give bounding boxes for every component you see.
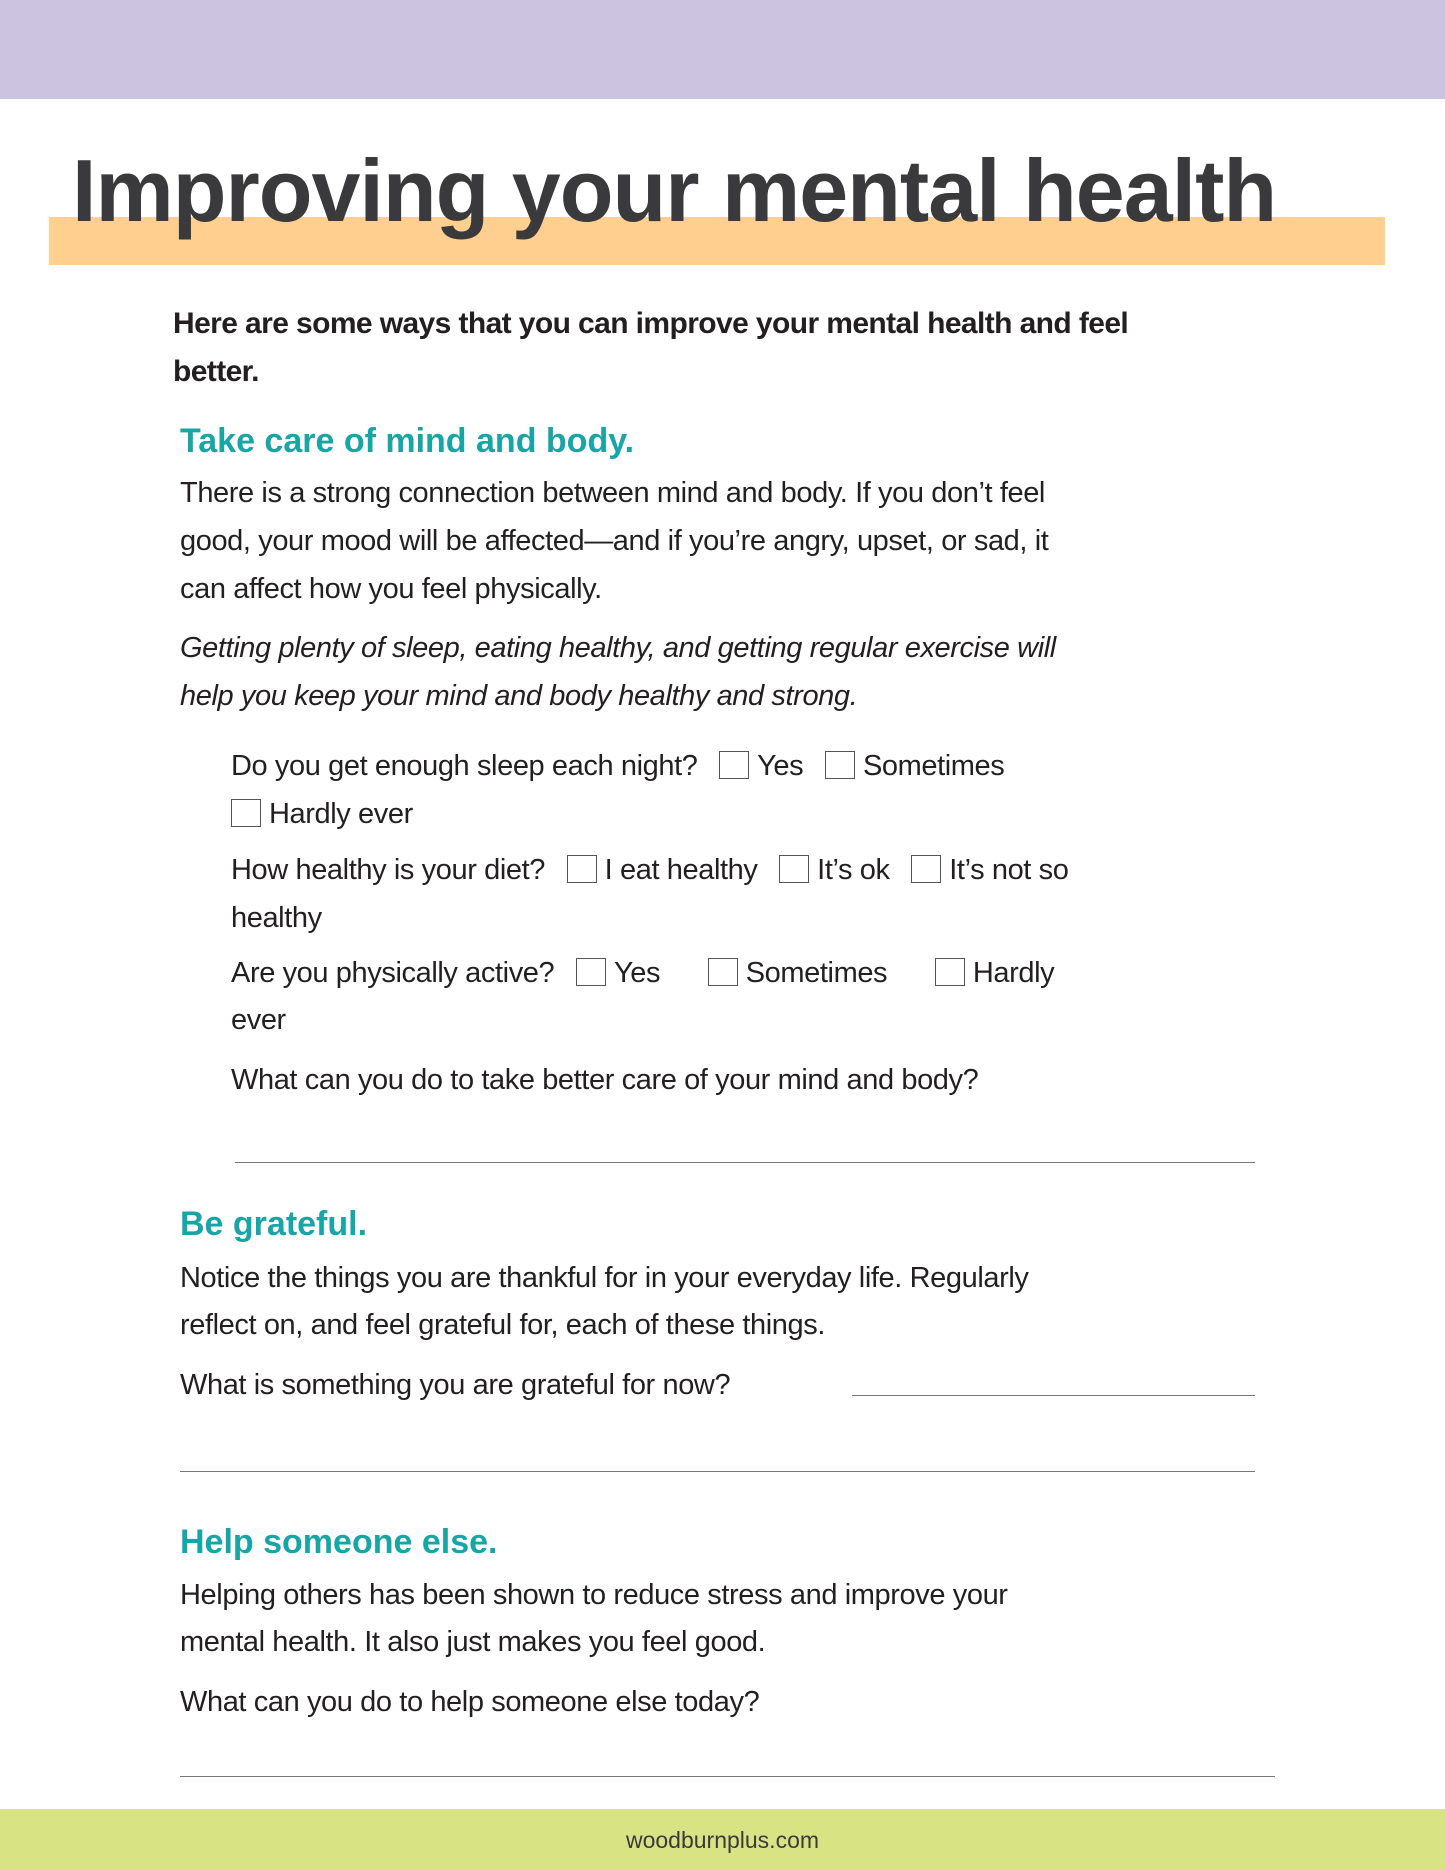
diet-question-label: How healthy is your diet? <box>231 854 545 886</box>
diet-question-wrap: healthy <box>231 902 322 934</box>
section3-body-1: Helping others has been shown to reduce stress and improve your <box>180 1579 1008 1611</box>
sleep-hardly-ever-checkbox[interactable] <box>231 799 261 827</box>
section1-body-3: can affect how you feel physically. <box>180 573 602 605</box>
activity-question-wrap: ever <box>231 1004 286 1036</box>
section-heading-mind-body: Take care of mind and body. <box>180 422 635 460</box>
mind-body-prompt: What can you do to take better care of your mind and body? <box>231 1064 979 1096</box>
diet-healthy-checkbox[interactable] <box>567 855 597 883</box>
section2-body-1: Notice the things you are thankful for in your everyday life. Regularly <box>180 1262 1029 1294</box>
grateful-answer-line-1[interactable] <box>852 1395 1255 1396</box>
activity-question-label: Are you physically active? <box>231 957 555 989</box>
help-answer-line[interactable] <box>180 1776 1275 1777</box>
sleep-sometimes-label: Sometimes <box>862 750 1005 782</box>
activity-question <box>231 949 1054 997</box>
help-prompt: What can you do to help someone else today? <box>180 1686 760 1718</box>
grateful-answer-line-2[interactable] <box>180 1471 1255 1472</box>
diet-healthy-label: I eat healthy <box>604 854 758 886</box>
sleep-question-wrap <box>231 790 413 838</box>
activity-yes-label: Yes <box>613 957 661 989</box>
section1-body-1: There is a strong connection between mind and body. If you don’t feel <box>180 477 1045 509</box>
sleep-sometimes-checkbox[interactable] <box>825 751 855 779</box>
page-title: Improving your mental health <box>72 141 1277 240</box>
header-band <box>0 0 1445 99</box>
sleep-yes-checkbox[interactable] <box>719 751 749 779</box>
sleep-question <box>231 742 1004 790</box>
section3-body-2: mental health. It also just makes you feel good. <box>180 1626 766 1658</box>
activity-hardly-ever-label: Hardly <box>972 957 1055 989</box>
intro-line-1: Here are some ways that you can improve your mental health and feel <box>173 307 1129 340</box>
diet-ok-label: It’s ok <box>817 854 890 886</box>
footer-website: woodburnplus.com <box>625 1827 820 1853</box>
diet-not-so-healthy-checkbox[interactable] <box>911 855 941 883</box>
section1-italic-2: help you keep your mind and body healthy and strong. <box>180 680 858 712</box>
diet-not-so-healthy-label: It’s not so <box>949 854 1069 886</box>
sleep-yes-label: Yes <box>757 750 804 782</box>
section-heading-grateful: Be grateful. <box>180 1205 368 1243</box>
activity-sometimes-checkbox[interactable] <box>708 958 738 986</box>
mind-body-answer-line[interactable] <box>235 1162 1255 1163</box>
section1-body-2: good, your mood will be affected—and if you’re angry, upset, or sad, it <box>180 525 1049 557</box>
grateful-prompt: What is something you are grateful for now? <box>180 1369 731 1401</box>
diet-question <box>231 846 1068 894</box>
sleep-question-label: Do you get enough sleep each night? <box>231 750 698 782</box>
section-heading-help: Help someone else. <box>180 1523 498 1561</box>
intro-line-2: better. <box>173 355 259 388</box>
diet-ok-checkbox[interactable] <box>779 855 809 883</box>
activity-yes-checkbox[interactable] <box>576 958 606 986</box>
sleep-hardly-ever-label: Hardly ever <box>269 798 413 830</box>
section1-italic-1: Getting plenty of sleep, eating healthy, and getting regular exercise will <box>180 632 1056 664</box>
activity-hardly-ever-checkbox[interactable] <box>935 958 965 986</box>
section2-body-2: reflect on, and feel grateful for, each of these things. <box>180 1309 826 1341</box>
activity-sometimes-label: Sometimes <box>745 957 888 989</box>
